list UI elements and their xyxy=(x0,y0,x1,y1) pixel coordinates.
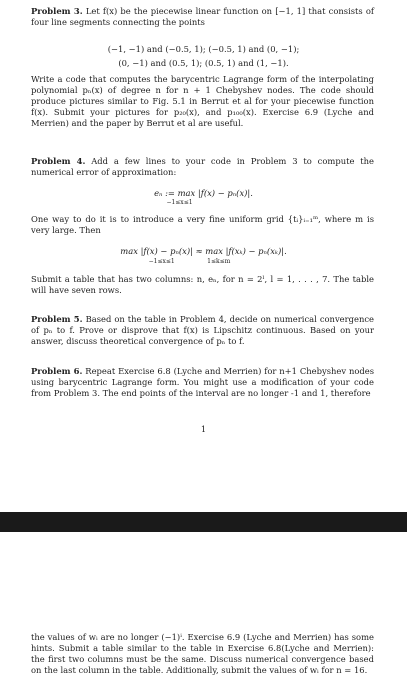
problem-4-intro xyxy=(31,156,374,178)
problem-5 xyxy=(31,314,374,347)
problem-6 xyxy=(31,366,374,399)
problem-4-text: Add a few lines to your code in Problem 3 to compute the numerical error of approximation: xyxy=(31,156,374,177)
equation-error: eₙ := max |f(x) − pₙ(x)|. xyxy=(154,188,253,198)
points-line-1: (−1, −1) and (−0.5, 1); (−0.5, 1) and (0, −1); xyxy=(107,44,300,54)
problem-5-label: Problem 5. xyxy=(31,314,83,324)
page-number: 1 xyxy=(200,424,207,434)
problem-3-label: Problem 3. xyxy=(31,6,83,16)
problem-4-grid-text: One way to do it is to introduce a very fine uniform grid {tᵢ}ᵢ₌₁ᵐ, where m is very large. Then xyxy=(31,214,374,235)
page-2-text: the values of wᵢ are no longer (−1)ⁱ. Exercise 6.9 (Lyche and Merrien) has some hints. Submit a table similar to the table in Exercise 6.8(Lyche and Merrien): the first two columns must be the same. Discuss numerical convergence based on the last column in the table. Additionally, submit the values of wᵢ for n = 16. xyxy=(31,632,374,675)
equation-approx: max |f(x) − pₙ(x)| ≈ max |f(xₖ) − pₙ(xₖ)|. xyxy=(120,246,287,256)
problem-3-intro xyxy=(31,6,374,28)
problem-6-label: Problem 6. xyxy=(31,366,83,376)
problem-3-body: Write a code that computes the barycentric Lagrange form of the interpolating polynomial pₙ(x) of degree n for n + 1 Chebyshev nodes. The code should produce pictures similar to Fig. 5.1 in Berrut et al for your piecewise function f(x). Submit your pictures for p₂₀(x), and p₁₀₀(x). Exercise 6.9 (Lyche and Merrien) and the paper by Berrut et al are useful. xyxy=(31,74,374,128)
problem-4-table-text: Submit a table that has two columns: n, eₙ, for n = 2ˡ, l = 1, . . . , 7. The table will have seven rows. xyxy=(31,274,374,295)
problem-4-label: Problem 4. xyxy=(31,156,86,166)
equation-approx-subscript: −1≤x≤1 1≤k≤m xyxy=(148,258,231,265)
problem-3-text: Let f(x) be the piecewise linear function on [−1, 1] that consists of four line segments connecting the points xyxy=(31,6,374,27)
document-page-2 xyxy=(0,532,407,700)
points-line-2: (0, −1) and (0.5, 1); (0.5, 1) and (1, −1). xyxy=(118,58,289,68)
page-separator xyxy=(0,512,407,532)
equation-error-subscript: −1≤x≤1 xyxy=(166,199,193,206)
problem-6-text: Repeat Exercise 6.8 (Lyche and Merrien) for n+1 Chebyshev nodes using barycentric Lagrange form. You might use a modification of your code from Problem 3. The end points of the interval are no longer -1 and 1, therefore xyxy=(31,366,374,398)
problem-5-text: Based on the table in Problem 4, decide on numerical convergence of pₙ to f. Prove or disprove that f(x) is Lipschitz continuous. Based on your answer, discuss theoretical convergence of pₙ to f. xyxy=(31,314,374,346)
